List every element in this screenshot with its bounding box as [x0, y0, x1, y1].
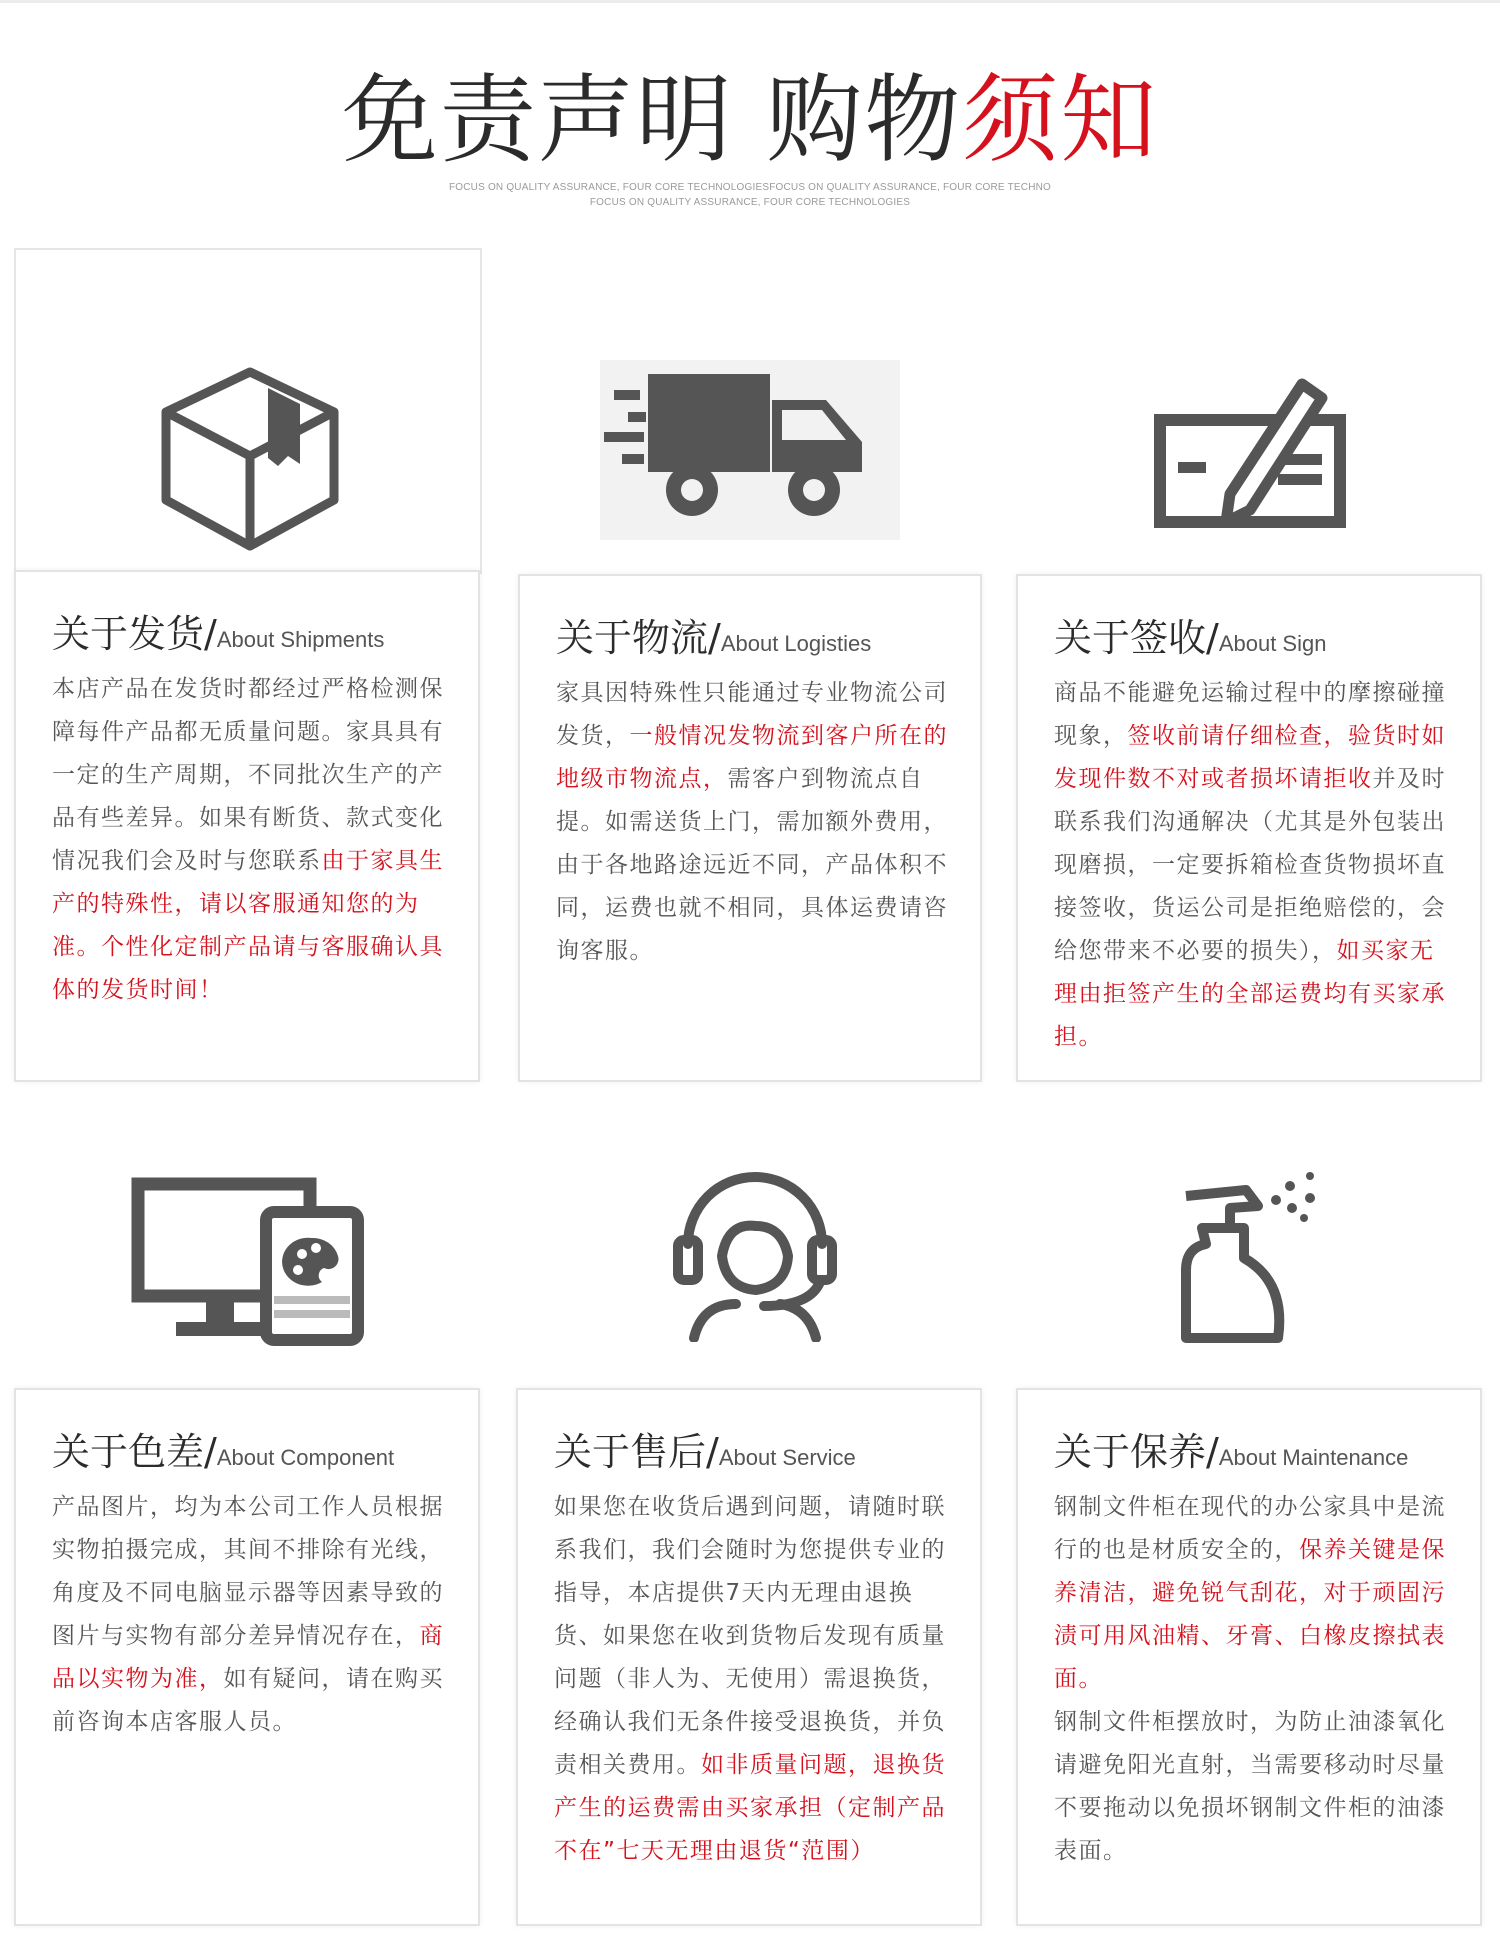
card-logistics	[518, 574, 982, 1082]
page-subtitle-1: FOCUS ON QUALITY ASSURANCE, FOUR CORE TECHNOLOGIESFOCUS ON QUALITY ASSURANCE, FOUR CORE TECHNO	[448, 182, 1052, 193]
card-title	[1054, 1426, 1450, 1484]
card-text: 并及时联系我们沟通解决（尤其是外包装出现磨损，一定要拆箱检查货物损坏直接签收，货运公司是拒绝赔偿的，会给您带来不必要的损失），	[1054, 766, 1446, 964]
card-text: 如有疑问，请在购买前咨询本店客服人员。	[52, 1666, 444, 1735]
card-highlight: 由于家具生产的特殊性，请以客服通知您的为准。个性化定制产品请与客服确认具体的发货时间！	[52, 848, 444, 1003]
card-sign	[1016, 574, 1482, 1082]
card-title	[1054, 612, 1450, 670]
spray-bottle-icon	[1170, 1170, 1330, 1350]
monitor-phone-icon	[130, 1176, 370, 1346]
card-text: 如果您在收货后遇到问题，请随时联系我们，我们会随时为您提供专业的指导，本店提供7天内无理由退换货、如果您在收到货物后发现有质量问题（非人为、无使用）需退换货，经确认我们无条件接受退换货，并负责相关费用。	[554, 1494, 946, 1778]
card-shipments	[14, 570, 480, 1082]
card-title	[52, 1426, 448, 1484]
page-title-red: 须知	[962, 64, 1159, 176]
card-highlight: 保养关键是保养清洁，避免锐气刮花，对于顽固污渍可用风油精、牙膏、白橡皮擦拭表面。	[1054, 1537, 1446, 1692]
card-text: 本店产品在发货时都经过严格检测保障每件产品都无质量问题。家具具有一定的生产周期，不同批次生产的产品有些差异。如果有断货、款式变化情况我们会及时与您联系	[52, 676, 444, 874]
card-body	[52, 1486, 448, 1744]
card-body	[556, 672, 950, 973]
card-title-en: About Component	[216, 1445, 395, 1470]
card-highlight: 如非质量问题，退换货产生的运费需由买家承担（定制产品不在”七天无理由退货“范围）	[554, 1752, 946, 1864]
card-title-en: About Service	[718, 1445, 856, 1470]
card-text: 钢制文件柜摆放时，为防止油漆氧化请避免阳光直射，当需要移动时尽量不要拖动以免损坏钢制文件柜的油漆表面。	[1054, 1709, 1446, 1864]
card-text: 产品图片，均为本公司工作人员根据实物拍摄完成，其间不排除有光线，角度及不同电脑显示器等因素导致的图片与实物有部分差异情况存在，	[52, 1494, 444, 1649]
card-body	[52, 668, 448, 1012]
card-title	[52, 608, 448, 666]
headset-icon	[670, 1162, 840, 1342]
card-title-en: About Shipments	[216, 627, 385, 652]
card-body	[554, 1486, 950, 1873]
card-title-cn: 关于售后/	[554, 1430, 719, 1474]
sign-icon	[1150, 370, 1360, 540]
card-title-cn: 关于签收/	[1054, 616, 1219, 660]
card-body	[1054, 1486, 1450, 1701]
card-component	[14, 1388, 480, 1926]
card-title-cn: 关于物流/	[556, 616, 721, 660]
card-highlight: 签收前请仔细检查，验货时如发现件数不对或者损坏请拒收	[1054, 723, 1446, 792]
card-maintenance	[1016, 1388, 1482, 1926]
card-title-en: About Logisties	[720, 631, 872, 656]
card-title-cn: 关于保养/	[1054, 1430, 1219, 1474]
top-divider	[0, 0, 1500, 3]
card-service	[516, 1388, 982, 1926]
card-highlight: 一般情况发物流到客户所在的地级市物流点，	[556, 723, 948, 792]
truck-icon	[600, 360, 900, 540]
card-highlight: 如买家无理由拒签产生的全部运费均有买家承担。	[1054, 938, 1446, 1050]
card-text: 钢制文件柜在现代的办公家具中是流行的也是材质安全的，	[1054, 1494, 1446, 1563]
card-title-cn: 关于发货/	[52, 612, 217, 656]
box-icon	[150, 360, 350, 560]
card-title-cn: 关于色差/	[52, 1430, 217, 1474]
page-title-black: 免责声明 购物	[341, 64, 963, 176]
card-text: 家具因特殊性只能通过专业物流公司发货，	[556, 680, 948, 749]
card-body	[1054, 672, 1450, 1059]
card-body-2	[1054, 1701, 1450, 1873]
card-title-en: About Sign	[1218, 631, 1327, 656]
card-title	[554, 1426, 950, 1484]
page-subtitle-2: FOCUS ON QUALITY ASSURANCE, FOUR CORE TECHNOLOGIES	[589, 197, 911, 208]
card-text: 需客户到物流点自提。如需送货上门，需加额外费用，由于各地路途远近不同，产品体积不同，运费也就不相同，具体运费请咨询客服。	[556, 766, 948, 964]
card-title	[556, 612, 950, 670]
card-title-en: About Maintenance	[1218, 1445, 1409, 1470]
page-title	[0, 64, 1500, 176]
card-text: 商品不能避免运输过程中的摩擦碰撞现象，	[1054, 680, 1446, 749]
card-highlight: 商品以实物为准，	[52, 1623, 444, 1692]
